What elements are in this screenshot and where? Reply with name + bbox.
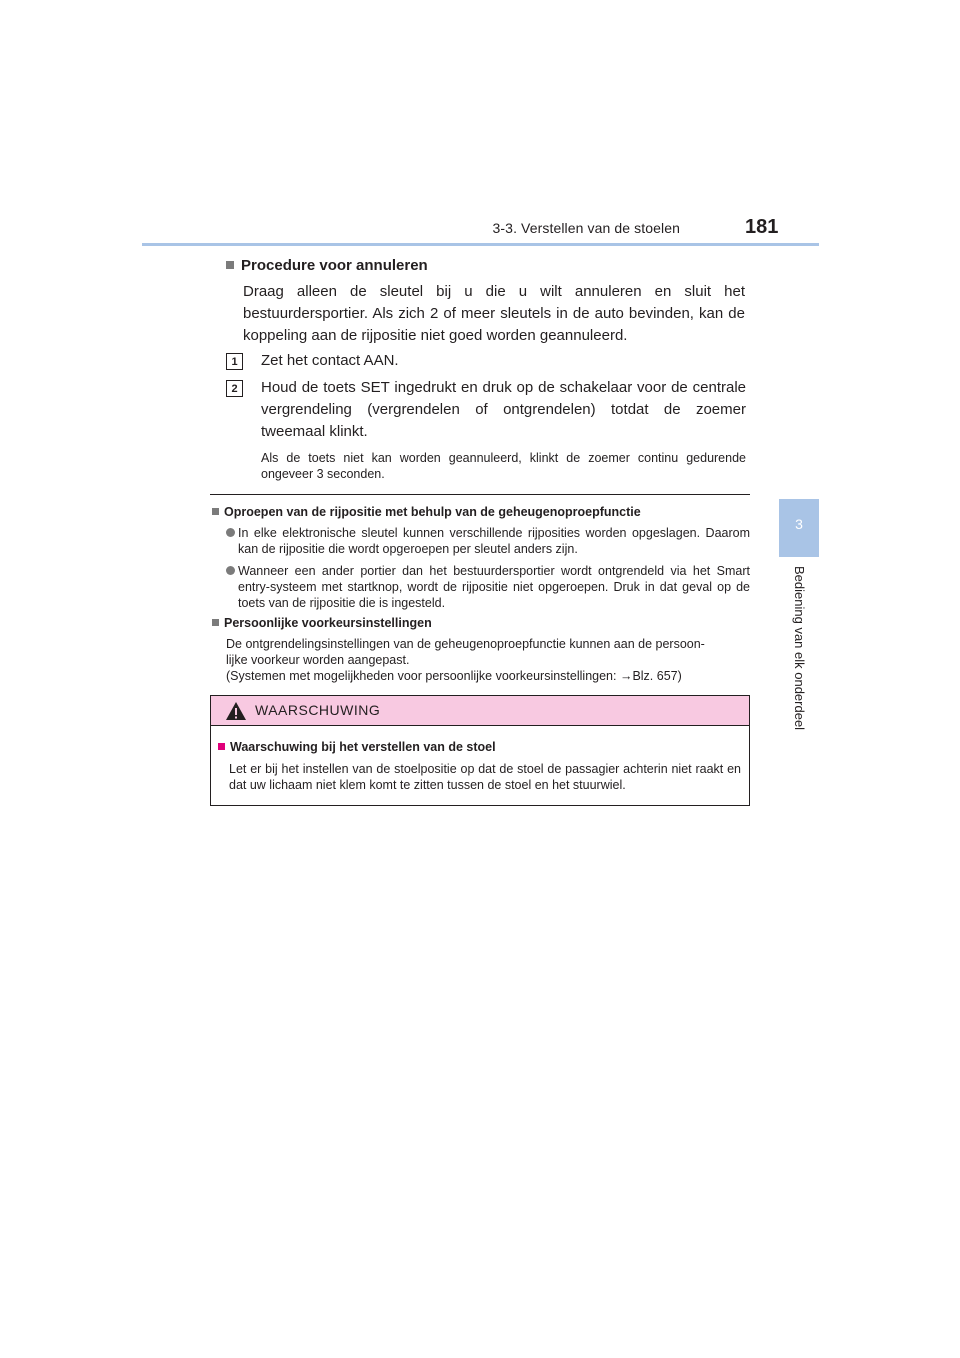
step-number-badge: 1 (226, 353, 243, 370)
personal-line-3: (Systemen met mogelijkheden voor persoonlijke voorkeursinstellingen: →Blz. 657) (226, 669, 682, 683)
square-bullet-icon (226, 261, 234, 269)
warning-header (211, 696, 749, 726)
personal-heading (212, 616, 432, 630)
chapter-tab: 3 (779, 499, 819, 557)
page-number: 181 (745, 216, 779, 238)
warning-subheading (218, 740, 496, 754)
procedure-heading (226, 257, 428, 274)
step-number-badge: 2 (226, 380, 243, 397)
warning-body: Let er bij het instellen van de stoelpositie op dat de stoel de passagier achterin niet raakt en dat uw lichaam niet klem komt te zitten tussen de stoel en het stuurwiel. (229, 762, 741, 792)
personal-heading-text: Persoonlijke voorkeursinstellingen (224, 616, 432, 630)
square-bullet-icon (212, 508, 219, 515)
step-1 (226, 350, 746, 372)
round-bullet-icon (226, 566, 235, 575)
recall-heading-text: Oproepen van de rijpositie met behulp van de geheugenoproepfunctie (224, 505, 641, 519)
personal-body (226, 636, 750, 684)
step-text: Houd de toets SET ingedrukt en druk op de schakelaar voor de centrale vergrendeling (vergrendelen of ontgrendelen) totdat de zoemer tweemaal klinkt. (261, 379, 746, 440)
procedure-heading-text: Procedure voor annuleren (241, 257, 428, 274)
personal-line-2: lijke voorkeur worden aangepast. (226, 653, 410, 667)
step-2 (226, 377, 746, 443)
round-bullet-icon (226, 528, 235, 537)
step-text: Zet het contact AAN. (261, 352, 399, 369)
step-note: Als de toets niet kan worden geannuleerd, klinkt de zoemer continu gedurende ongeveer 3 seconden. (261, 451, 746, 481)
recall-heading (212, 505, 641, 519)
bullet-text: In elke elektronische sleutel kunnen verschillende rijposities worden opgeslagen. Daarom kan de rijpositie die wordt opgeroepen per sleutel anders zijn. (238, 526, 750, 556)
square-bullet-icon (218, 743, 225, 750)
recall-bullet-2 (226, 563, 750, 611)
personal-line-1: De ontgrendelingsinstellingen van de geheugenoproepfunctie kunnen aan de persoon- (226, 637, 705, 651)
recall-bullet-1 (226, 525, 750, 557)
bullet-text: Wanneer een ander portier dan het bestuurdersportier wordt ontgrendeld via het Smart entry-systeem met startknop, wordt de rijpositie niet opgeroepen. Druk in dat geval op de toets van de rijpositie die is ingesteld. (238, 564, 750, 610)
procedure-body: Draag alleen de sleutel bij u die u wilt annuleren en sluit het bestuurdersportier. Als zich 2 of meer sleutels in de auto bevinden, kan de koppeling aan de rijpositie niet goed worden geannuleerd. (243, 283, 745, 344)
warning-title: WAARSCHUWING (255, 702, 381, 718)
warning-subheading-text: Waarschuwing bij het verstellen van de stoel (230, 740, 496, 754)
warning-box (210, 695, 750, 806)
header-rule (142, 243, 819, 246)
chapter-label: Bediening van elk onderdeel (792, 566, 807, 731)
square-bullet-icon (212, 619, 219, 626)
warning-triangle-icon (225, 701, 247, 721)
section-title: 3-3. Verstellen van de stoelen (492, 220, 680, 236)
separator-rule (210, 494, 750, 495)
